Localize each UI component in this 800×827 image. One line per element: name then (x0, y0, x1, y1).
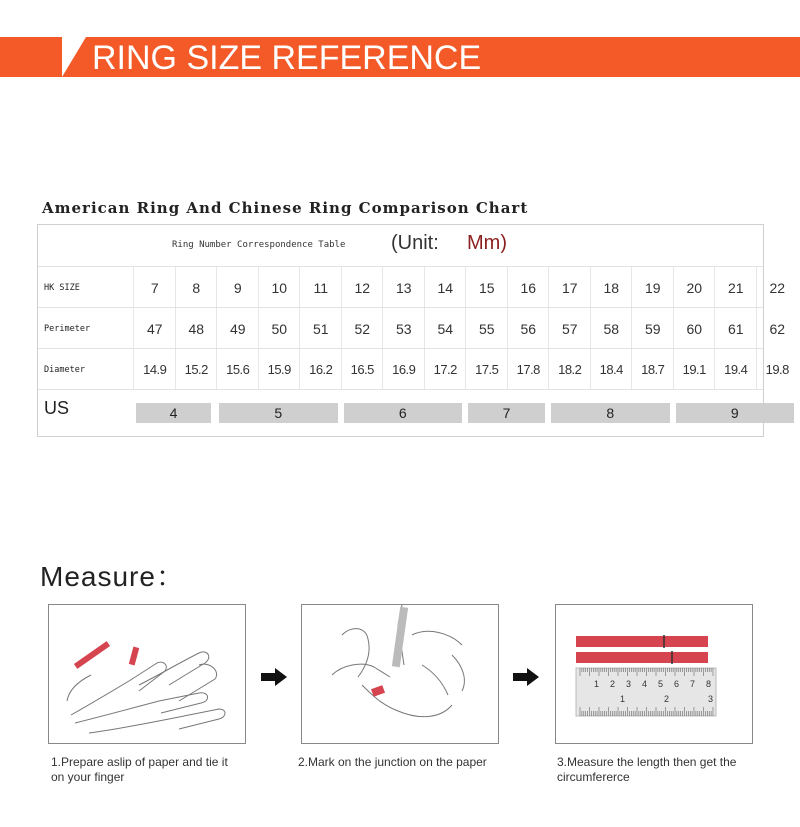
banner-title: RING SIZE REFERENCE (92, 39, 482, 77)
hand-with-pen-icon (302, 605, 498, 743)
us-label: US (44, 398, 70, 418)
us-size-bar: 7 (468, 403, 545, 423)
us-size-bar: 8 (551, 403, 670, 423)
hk-size-cell: 15 (465, 267, 508, 308)
diameter-cell: 19.1 (673, 349, 716, 390)
us-size-row (38, 389, 763, 436)
hand-with-paper-icon (49, 605, 245, 743)
unit-label: (Unit: (391, 232, 439, 254)
hk-size-cell: 10 (258, 267, 301, 308)
step2-caption (298, 755, 487, 770)
ruler-number: 5 (658, 679, 664, 689)
diameter-cell: 17.5 (465, 349, 508, 390)
perimeter-label: Perimeter (44, 324, 91, 334)
perimeter-cell: 50 (258, 308, 301, 349)
hk-size-cell: 22 (756, 267, 799, 308)
ruler-number: 8 (706, 679, 712, 689)
hk-size-cell: 12 (341, 267, 384, 308)
step1-illustration (48, 604, 246, 744)
step1-caption (51, 755, 228, 785)
perimeter-cell: 61 (714, 308, 757, 349)
step2-caption-line1: 2.Mark on the junction on the paper (298, 755, 487, 769)
ring-size-table (37, 224, 789, 437)
perimeter-cell: 49 (216, 308, 259, 349)
us-size-bar: 4 (136, 403, 211, 423)
ruler-number: 4 (642, 679, 648, 689)
hk-size-cell: 9 (216, 267, 259, 308)
perimeter-cell: 62 (756, 308, 799, 349)
perimeter-cell: 47 (133, 308, 176, 349)
hk-size-cell: 11 (299, 267, 342, 308)
step1-caption-line2: on your finger (51, 770, 125, 784)
diameter-cell: 19.8 (756, 349, 799, 390)
perimeter-cell: 59 (631, 308, 674, 349)
pen (392, 607, 408, 668)
ruler-number-bottom: 1 (620, 694, 626, 704)
diameter-cell: 17.8 (507, 349, 550, 390)
perimeter-row (38, 307, 786, 349)
chart-title: American Ring And Chinese Ring Comparison Chart (42, 199, 529, 217)
unit-value: Mm) (467, 232, 507, 254)
us-size-bar: 5 (219, 403, 338, 423)
diameter-cell: 18.2 (548, 349, 591, 390)
perimeter-cell: 53 (382, 308, 425, 349)
diameter-cell: 16.2 (299, 349, 342, 390)
step3-caption-line1: 3.Measure the length then get the (557, 755, 737, 769)
us-size-bar: 6 (344, 403, 463, 423)
hk-size-cell: 13 (382, 267, 425, 308)
ruler-measure-icon (556, 605, 752, 743)
ruler-number: 6 (674, 679, 680, 689)
diameter-label: Diameter (44, 365, 85, 375)
perimeter-cell: 48 (175, 308, 218, 349)
arrow-right-icon (261, 668, 287, 686)
step3-illustration (555, 604, 753, 744)
hk-size-cell: 17 (548, 267, 591, 308)
hk-size-cell: 7 (133, 267, 176, 308)
diameter-cell: 16.9 (382, 349, 425, 390)
table-subtitle: Ring Number Correspondence Table (172, 240, 346, 250)
diameter-cell: 14.9 (133, 349, 176, 390)
perimeter-cell: 58 (590, 308, 633, 349)
hk-size-cell: 21 (714, 267, 757, 308)
step2-illustration (301, 604, 499, 744)
perimeter-cell: 52 (341, 308, 384, 349)
hk-size-label: HK SIZE (44, 283, 80, 293)
paper-strip-wrap (129, 647, 139, 666)
hk-size-cell: 14 (424, 267, 467, 308)
diameter-row (38, 348, 789, 390)
ruler-number: 3 (626, 679, 632, 689)
hk-size-cell: 8 (175, 267, 218, 308)
hk-size-cell: 18 (590, 267, 633, 308)
step3-caption-line2: circumfererce (557, 770, 630, 784)
perimeter-cell: 51 (299, 308, 342, 349)
perimeter-cell: 54 (424, 308, 467, 349)
ruler-number-bottom: 3 (708, 694, 714, 704)
hk-size-cell: 20 (673, 267, 716, 308)
ruler-number: 2 (610, 679, 616, 689)
ruler-number: 7 (690, 679, 696, 689)
diameter-cell: 19.4 (714, 349, 757, 390)
ruler (576, 668, 716, 716)
banner-left-block (0, 37, 62, 77)
perimeter-cell: 57 (548, 308, 591, 349)
hk-size-cell: 19 (631, 267, 674, 308)
banner-notch (62, 37, 86, 77)
paper-strip (371, 685, 385, 697)
diameter-cell: 16.5 (341, 349, 384, 390)
diameter-cell: 15.9 (258, 349, 301, 390)
paper-strip (576, 636, 708, 647)
ruler-number: 1 (594, 679, 600, 689)
ruler-number-bottom: 2 (664, 694, 670, 704)
measure-title: Measure： (40, 561, 185, 592)
step3-caption (557, 755, 736, 785)
diameter-cell: 15.6 (216, 349, 259, 390)
paper-strip (576, 652, 708, 663)
paper-strip (74, 641, 110, 669)
arrow-right-icon (513, 668, 539, 686)
diameter-cell: 17.2 (424, 349, 467, 390)
perimeter-cell: 56 (507, 308, 550, 349)
perimeter-cell: 60 (673, 308, 716, 349)
diameter-cell: 18.4 (590, 349, 633, 390)
perimeter-cell: 55 (465, 308, 508, 349)
table-header (38, 225, 763, 265)
us-size-bar: 9 (676, 403, 795, 423)
diameter-cell: 15.2 (175, 349, 218, 390)
diameter-cell: 18.7 (631, 349, 674, 390)
hk-size-row (38, 266, 786, 308)
step1-caption-line1: 1.Prepare aslip of paper and tie it (51, 755, 228, 769)
hk-size-cell: 16 (507, 267, 550, 308)
